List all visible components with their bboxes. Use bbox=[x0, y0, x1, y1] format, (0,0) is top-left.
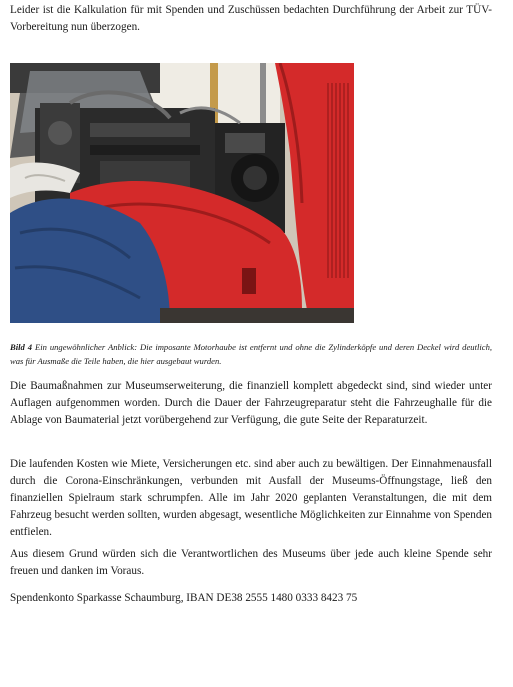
truck-engine-photo bbox=[10, 63, 354, 323]
figure-caption-text: Ein ungewöhnlicher Anblick: Die imposante Motorhaube ist entfernt und ohne die Zylinderköpfe und deren Deckel wird deutlich, was für Ausmaße die Teile haben, die hier ausgebaut wurden. bbox=[10, 342, 493, 366]
paragraph-bank-account: Spendenkonto Sparkasse Schaumburg, IBAN DE38 2555 1480 0333 8423 75 bbox=[10, 592, 358, 604]
intro-paragraph: Leider ist die Kalkulation für mit Spenden und Zuschüssen bedachten Durchführung der Arbeit zur TÜV-Vorbereitung nun überzogen. bbox=[10, 4, 492, 33]
paragraph-donation-request: Aus diesem Grund würden sich die Verantwortlichen des Museums über jede auch kleine Spende sehr freuen und danken im Voraus. bbox=[10, 548, 492, 577]
figure-label: Bild 4 bbox=[10, 342, 33, 352]
figure-caption bbox=[10, 340, 492, 368]
paragraph-museum-expansion: Die Baumaßnahmen zur Museumserweiterung, die finanziell komplett abgedeckt sind, sind wieder unter Auflagen aufgenommen worden. Durch die Dauer der Fahrzeugreparatur steht die Fahrzeughalle für die Ablage von Baumaterial jetzt vorübergehend zur Verfügung, die gute Seite der Reparaturzeit. bbox=[10, 380, 492, 426]
paragraph-running-costs: Die laufenden Kosten wie Miete, Versicherungen etc. sind aber auch zu bewältigen. Der Einnahmenausfall durch die Corona-Einschränkungen, verbunden mit Ausfall der Museums-Öffnungstage, ließ den finanziellen Spielraum stark schrumpfen. Alle im Jahr 2020 geplanten Veranstaltungen, die mit dem Fahrzeug besucht werden sollten, wurden abgesagt, wesentliche Möglichkeiten zur Einnahme von Spenden entfielen. bbox=[10, 458, 492, 538]
